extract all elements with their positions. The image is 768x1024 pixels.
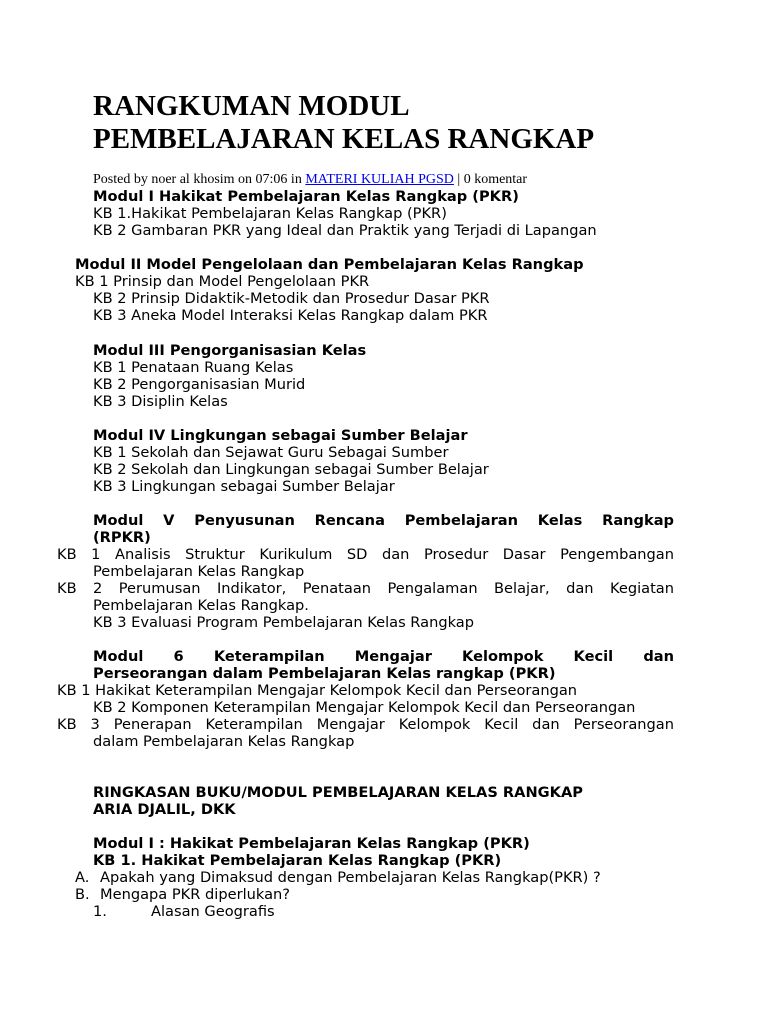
list-text: Mengapa PKR diperlukan? [100,886,291,903]
module-4-kb-3: KB 3 Lingkungan sebagai Sumber Belajar [93,478,395,495]
module-5-kb-1-line-1: KB 1 Analisis Struktur Kurikulum SD dan Prosedur Dasar Pengembangan [57,546,674,563]
module-3-kb-2: KB 2 Pengorganisasian Murid [93,376,306,393]
posted-by-text: Posted by noer al khosim on 07:06 in [93,172,306,187]
module-5-kb-2-line-1: KB 2 Perumusan Indikator, Penataan Pengalaman Belajar, dan Kegiatan [57,580,674,597]
module-6-kb-3-line-1: KB 3 Penerapan Keterampilan Mengajar Kelompok Kecil dan Perseorangan [57,716,674,733]
module-5-kb-1 [57,546,674,580]
module-4-kb-1: KB 1 Sekolah dan Sejawat Guru Sebagai Sumber [93,444,449,461]
title-line-1: RANGKUMAN MODUL [93,90,410,122]
summary-list-item-a [75,869,601,886]
summary-heading-line-2: ARIA DJALIL, DKK [93,801,236,818]
module-2-heading: Modul II Model Pengelolaan dan Pembelajaran Kelas Rangkap [75,256,584,273]
module-4-kb-2: KB 2 Sekolah dan Lingkungan sebagai Sumber Belajar [93,461,489,478]
module-6-heading-line-1: Modul 6 Keterampilan Mengajar Kelompok Kecil dan [93,648,674,665]
summary-heading-line-1: RINGKASAN BUKU/MODUL PEMBELAJARAN KELAS RANGKAP [93,784,583,801]
module-4-heading: Modul IV Lingkungan sebagai Sumber Belajar [93,427,468,444]
module-1-heading: Modul I Hakikat Pembelajaran Kelas Rangkap (PKR) [93,188,519,205]
module-5-kb-3: KB 3 Evaluasi Program Pembelajaran Kelas Rangkap [93,614,474,631]
document-title [93,90,713,156]
module-6-kb-1: KB 1 Hakikat Keterampilan Mengajar Kelompok Kecil dan Perseorangan [57,682,578,699]
summary-sub-item-1 [93,903,275,920]
module-2-kb-1: KB 1 Prinsip dan Model Pengelolaan PKR [75,273,370,290]
title-line-2: PEMBELAJARAN KELAS RANGKAP [93,123,595,155]
module-5-kb-2-line-2: Pembelajaran Kelas Rangkap. [93,597,309,614]
module-5-kb-2 [57,580,674,614]
module-5-kb-1-line-2: Pembelajaran Kelas Rangkap [93,563,305,580]
list-text: Alasan Geografis [151,903,275,920]
module-3-kb-1: KB 1 Penataan Ruang Kelas [93,359,294,376]
summary-kb-heading: KB 1. Hakikat Pembelajaran Kelas Rangkap (PKR) [93,852,502,869]
comment-count: | 0 komentar [453,172,528,187]
module-3-kb-3: KB 3 Disiplin Kelas [93,393,228,410]
list-label: A. [75,869,90,886]
summary-module-heading: Modul I : Hakikat Pembelajaran Kelas Rangkap (PKR) [93,835,530,852]
module-1-kb-2: KB 2 Gambaran PKR yang Ideal dan Praktik yang Terjadi di Lapangan [93,222,597,239]
module-6-heading-line-2: Perseorangan dalam Pembelajaran Kelas rangkap (PKR) [93,665,556,682]
category-link[interactable]: MATERI KULIAH PGSD [305,172,454,187]
module-6-kb-2: KB 2 Komponen Keterampilan Mengajar Kelompok Kecil dan Perseorangan [93,699,636,716]
list-label: B. [75,886,90,903]
module-2-kb-3: KB 3 Aneka Model Interaksi Kelas Rangkap dalam PKR [93,307,488,324]
post-meta [93,171,527,188]
module-6-kb-3-line-2: dalam Pembelajaran Kelas Rangkap [93,733,355,750]
module-2-kb-2: KB 2 Prinsip Didaktik-Metodik dan Prosedur Dasar PKR [93,290,490,307]
module-1-kb-1: KB 1.Hakikat Pembelajaran Kelas Rangkap (PKR) [93,205,447,222]
list-number: 1. [93,903,107,920]
module-3-heading: Modul III Pengorganisasian Kelas [93,342,367,359]
module-6-kb-3 [57,716,674,750]
module-5-heading-line-1: Modul V Penyusunan Rencana Pembelajaran Kelas Rangkap [93,512,674,529]
summary-list-item-b [75,886,290,903]
module-5-heading-line-2: (RPKR) [93,529,151,546]
list-text: Apakah yang Dimaksud dengan Pembelajaran Kelas Rangkap(PKR) ? [100,869,601,886]
